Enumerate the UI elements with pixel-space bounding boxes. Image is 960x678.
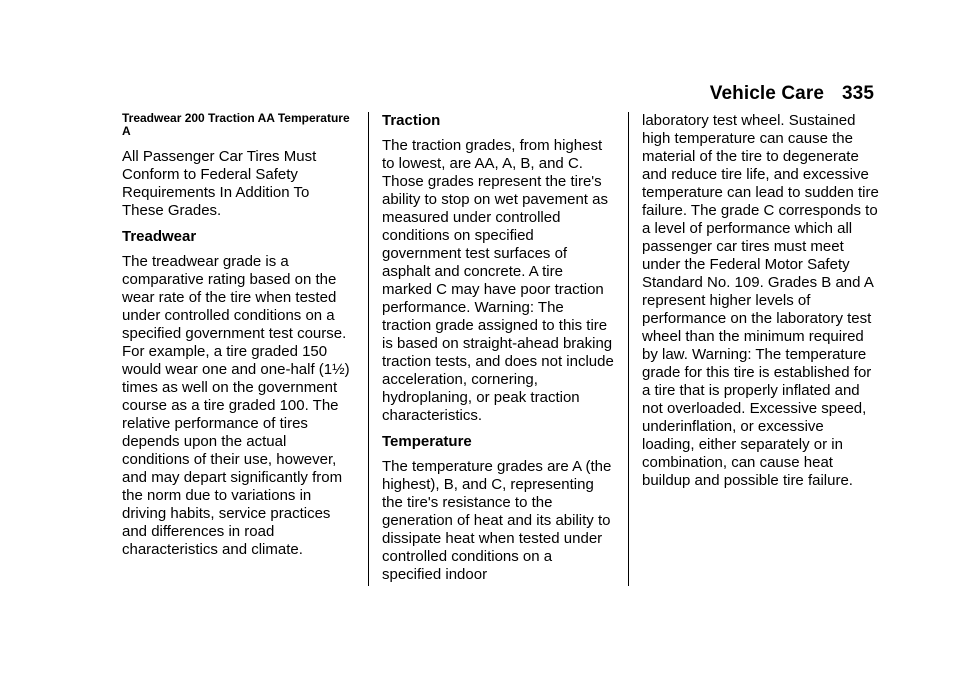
column-1 xyxy=(122,112,354,567)
column-divider-1 xyxy=(368,112,369,586)
temperature-paragraph-continued: laboratory test wheel. Sustained high temperature can cause the material of the tire to degenerate and reduce tire life, and excessive temperature can lead to sudden tire failure. The grade C corresponds to a level of performance which all passenger car tires must meet under the Federal Motor Safety Standard No. 109. Grades B and A represent higher levels of performance on the laboratory test wheel than the minimum required by law. Warning: The temperature grade for this tire is established for a tire that is properly inflated and not overloaded. Excessive speed, underinflation, or excessive loading, either separately or in combination, can cause heat buildup and possible tire failure. xyxy=(642,112,879,489)
column-3 xyxy=(642,112,880,498)
treadwear-heading: Treadwear xyxy=(122,228,197,245)
traction-heading: Traction xyxy=(382,112,441,129)
column-2 xyxy=(382,112,614,592)
grade-example-subhead: Treadwear 200 Traction AA Temperature A xyxy=(122,111,350,138)
treadwear-paragraph: The treadwear grade is a comparative rating based on the wear rate of the tire when tested under controlled conditions on a specified government test course. For example, a tire graded 150 would wear one and one-half (1½) times as well on the government course as a tire graded 100. The relative performance of tires depends upon the actual conditions of their use, however, and may depart significantly from the norm due to variations in driving habits, service practices and differences in road characteristics and climate. xyxy=(122,253,350,558)
section-title: Vehicle Care xyxy=(709,83,824,104)
temperature-heading: Temperature xyxy=(382,433,472,450)
traction-paragraph: The traction grades, from highest to lowest, are AA, A, B, and C. Those grades represent the tire's ability to stop on wet pavement as measured under controlled conditions on specified government test surfaces of asphalt and concrete. A tire marked C may have poor traction performance. Warning: The traction grade assigned to this tire is based on straight-ahead braking traction tests, and does not include acceleration, cornering, hydroplaning, or peak traction characteristics. xyxy=(382,137,614,424)
column-divider-2 xyxy=(628,112,629,586)
temperature-paragraph: The temperature grades are A (the highest), B, and C, representing the tire's resistance to the generation of heat and its ability to dissipate heat when tested under controlled conditions on a specified indoor xyxy=(382,458,612,583)
page-number: 335 xyxy=(841,83,874,104)
page-header xyxy=(710,83,874,105)
federal-requirements-note: All Passenger Car Tires Must Conform to Federal Safety Requirements In Addition To These Grades. xyxy=(122,148,317,219)
